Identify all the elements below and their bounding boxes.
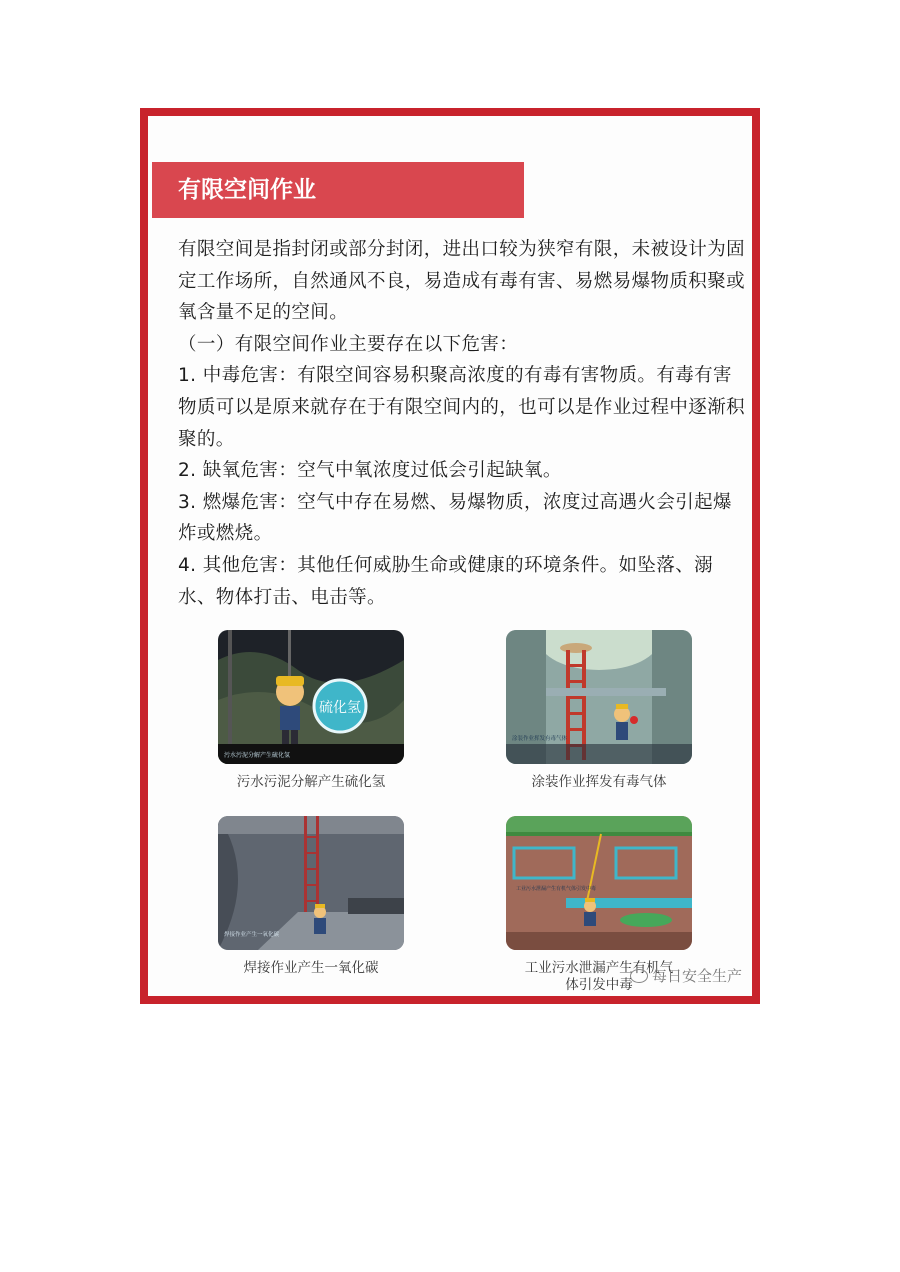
- svg-text:涂装作业挥发有毒气体: 涂装作业挥发有毒气体: [512, 736, 568, 742]
- figure-caption: 工业污水泄漏产生有机气体引发中毒: [524, 960, 674, 993]
- svg-text:污水污泥分解产生硫化氢: 污水污泥分解产生硫化氢: [224, 752, 291, 759]
- paragraph-other: 4. 其他危害：其他任何威胁生命或健康的环境条件。如坠落、溺水、物体打击、电击等。: [178, 554, 714, 608]
- paragraph-poison: 1. 中毒危害：有限空间容易积聚高浓度的有毒有害物质。有毒有害物质可以是原来就存在于有限空间内的，也可以是作业过程中逐渐积聚的。: [178, 365, 746, 450]
- welding-illustration: [218, 816, 404, 950]
- figure-welding: [216, 816, 406, 977]
- industrial-illustration: [506, 816, 692, 950]
- wechat-icon: [630, 969, 648, 983]
- watermark-text: 每日安全生产: [651, 967, 742, 985]
- bubble-label: 硫化氢: [319, 700, 361, 716]
- content-card: [140, 108, 760, 1004]
- figure-coating: [504, 630, 694, 791]
- body-text: [178, 234, 750, 613]
- watermark: [630, 965, 742, 986]
- sewage-illustration: [218, 630, 404, 764]
- figure-caption: 焊接作业产生一氧化碳: [243, 960, 379, 976]
- paragraph-hazards-intro: （一）有限空间作业主要存在以下危害：: [178, 333, 519, 355]
- svg-text:焊接作业产生一氧化碳: 焊接作业产生一氧化碳: [224, 932, 280, 938]
- coating-illustration: [506, 630, 692, 764]
- section-title: 有限空间作业: [152, 162, 524, 218]
- svg-text:工业污水泄漏产生有机气体引发中毒: 工业污水泄漏产生有机气体引发中毒: [516, 886, 597, 892]
- paragraph-oxygen: 2. 缺氧危害：空气中氧浓度过低会引起缺氧。: [178, 460, 562, 482]
- paragraph-explosion: 3. 燃爆危害：空气中存在易燃、易爆物质，浓度过高遇火会引起爆炸或燃烧。: [178, 491, 732, 545]
- figure-sewage: [216, 630, 406, 791]
- paragraph-definition: 有限空间是指封闭或部分封闭，进出口较为狭窄有限，未被设计为固定工作场所，自然通风不良，易造成有毒有害、易燃易爆物质积聚或氧含量不足的空间。: [178, 239, 746, 324]
- figure-caption: 涂装作业挥发有毒气体: [531, 774, 667, 790]
- figure-caption: 污水污泥分解产生硫化氢: [236, 774, 386, 790]
